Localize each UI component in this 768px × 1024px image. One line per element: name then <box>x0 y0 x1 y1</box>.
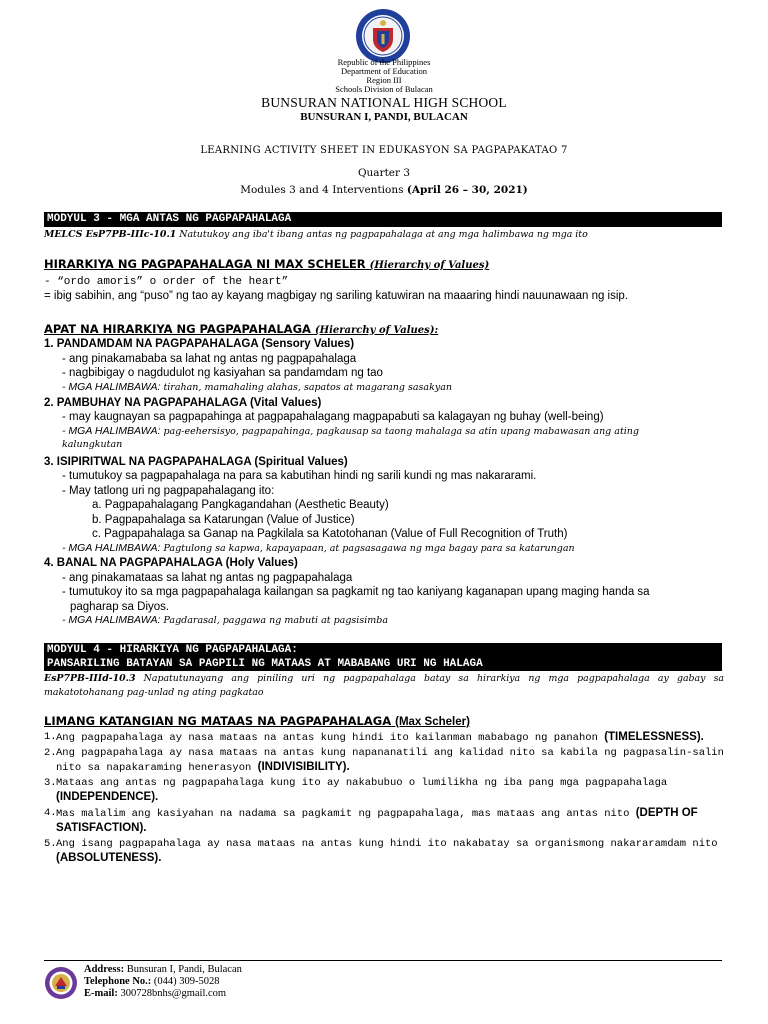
ibig-sabihin-line: = ibig sabihin, ang “puso” ng tao ay kayang magbigay ng sariling katuwiran na maaaring hindi nauunawaan ng isip. <box>44 290 629 302</box>
modyul3-melcs <box>44 228 724 242</box>
level-3-subitem-c: c. Pagpapahalaga sa Ganap na Pagkilala sa Katotohanan (Value of Full Recognition of Truth) <box>92 528 568 540</box>
trait-num: 1. <box>44 731 57 743</box>
level-2-examples: - MGA HALIMBAWA: pag-eehersisyo, pagpapahinga, pagkausap sa taong mahalaga sa atin upang mabawasan ang ating kalungkutan <box>62 425 640 450</box>
scheler-heading-italic: (Hierarchy of Values) <box>369 260 490 271</box>
modules-dates: (April 26 – 30, 2021) <box>406 184 528 196</box>
trait-item-1 <box>44 730 724 745</box>
footer-email-value[interactable]: 300728bnhs@gmail.com <box>120 988 227 999</box>
level-1-bullet-2: - nagbibigay o nagdudulot ng kasiyahan sa pandamdam ng tao <box>62 367 383 379</box>
footer-address-label: Address: <box>84 964 125 975</box>
limang-heading <box>44 714 470 728</box>
trait-item-4 <box>44 806 724 836</box>
sheet-title: LEARNING ACTIVITY SHEET IN EDUKASYON SA PAGPAPAKATAO 7 <box>200 145 568 156</box>
level-4-examples: - MGA HALIMBAWA: Pagdarasal, paggawa ng mabuti at pagsisimba <box>62 614 388 626</box>
trait-num: 4. <box>44 807 57 819</box>
level-2-title: 2. PAMBUHAY NA PAGPAPAHALAGA (Vital Values) <box>44 397 322 409</box>
trait-text: Ang isang pagpapahalaga ay nasa mataas na antas kung hindi ito nakabatay sa organismong nakararamdam nito <box>56 838 718 850</box>
level-2-examples-text: pag-eehersisyo, pagpapahinga, pagkausap sa taong mahalaga sa atin upang mabawasan ang ating kalungkutan <box>62 426 640 450</box>
footer-address <box>84 964 242 976</box>
level-1-examples: - MGA HALIMBAWA: tirahan, mamahaling alahas, sapatos at magarang sasakyan <box>62 381 452 393</box>
modyul4-bar <box>44 643 722 671</box>
trait-num: 5. <box>44 838 57 850</box>
school-logo-icon <box>44 966 78 1000</box>
trait-num: 3. <box>44 777 57 789</box>
modyul4-melcs <box>44 672 724 700</box>
level-4-bullet-2: - tumutukoy ito sa mga pagpapahalaga kailangan sa pagkamit ng tao kaniyang kaganapan upang maging handa sa <box>62 586 650 598</box>
traits-list <box>44 730 724 867</box>
division-line: Schools Division of Bulacan <box>335 84 433 94</box>
trait-item-5 <box>44 837 724 866</box>
trait-tag: (DEPTH OF SATISFACTION). <box>56 807 698 834</box>
footer-phone-label: Telephone No.: <box>84 976 152 987</box>
school-name: BUNSURAN NATIONAL HIGH SCHOOL <box>261 95 507 110</box>
level-4-bullet-1: - ang pinakamataas sa lahat ng antas ng pagpapahalaga <box>62 572 353 584</box>
footer-address-value: Bunsuran I, Pandi, Bulacan <box>126 964 242 975</box>
region-line: Region III <box>366 75 402 85</box>
trait-tag: (INDIVISIBILITY). <box>257 761 350 773</box>
trait-tag: (INDEPENDENCE). <box>56 791 159 803</box>
quarter-label: Quarter 3 <box>357 167 411 179</box>
modyul3-melcs-code: MELCS EsP7PB-IIIc-10.1 <box>44 229 177 240</box>
examples-label: MGA HALIMBAWA: <box>68 425 161 437</box>
footer-phone <box>84 976 220 988</box>
apat-heading-text: APAT NA HIRARKIYA NG PAGPAPAHALAGA <box>44 322 311 336</box>
ordo-amoris-line: - “ordo amoris” o order of the heart” <box>44 276 289 288</box>
trait-text: Ang pagpapahalaga ay nasa mataas na antas kung hindi ito kailanman mababago ng panahon <box>56 732 598 744</box>
footer-phone-value: (044) 309-5028 <box>153 976 220 987</box>
school-address: BUNSURAN I, PANDI, BULACAN <box>300 111 468 123</box>
level-3-subitem-b: b. Pagpapahalaga sa Katarungan (Value of Justice) <box>92 514 355 526</box>
footer-divider <box>44 960 722 961</box>
scheler-heading <box>44 257 489 271</box>
trait-item-2 <box>44 746 724 775</box>
examples-label: MGA HALIMBAWA: <box>68 614 161 626</box>
modyul3-bar: MODYUL 3 - MGA ANTAS NG PAGPAPAHALAGA <box>44 212 722 227</box>
level-2-bullet-1: - may kaugnayan sa pagpapahinga at pagpapahalagang magpapabuti sa kalagayan ng buhay (well-being) <box>62 411 604 423</box>
trait-tag: (ABSOLUTENESS). <box>56 852 162 864</box>
level-3-bullet-2: - May tatlong uri ng pagpapahalagang ito: <box>62 485 275 497</box>
level-3-examples: - MGA HALIMBAWA: Pagtulong sa kapwa, kapayapaan, at pagsasagawa ng mga bagay para sa katarungan <box>62 542 575 554</box>
trait-text: Mataas ang antas ng pagpapahalaga kung ito ay nakabubuo o lumilikha ng iba pang mga pagpapahalaga <box>56 777 668 789</box>
modyul3-melcs-text: Natutukoy ang iba't ibang antas ng pagpapahalaga at ang mga halimbawa ng mga ito <box>179 229 588 240</box>
trait-item-3 <box>44 776 724 805</box>
modyul4-melcs-code: EsP7PB-IIId-10.3 <box>44 673 136 684</box>
level-1-examples-text: tirahan, mamahaling alahas, sapatos at magarang sasakyan <box>163 382 452 393</box>
apat-heading-italic: (Hierarchy of Values): <box>314 325 439 336</box>
level-3-examples-text: Pagtulong sa kapwa, kapayapaan, at pagsasagawa ng mga bagay para sa katarungan <box>163 543 575 554</box>
modyul4-bar-line1: MODYUL 4 - HIRARKIYA NG PAGPAPAHALAGA: <box>47 644 298 656</box>
scheler-heading-text: HIRARKIYA NG PAGPAPAHALAGA NI MAX SCHELER <box>44 257 366 271</box>
level-1-bullet-1: - ang pinakamababa sa lahat ng antas ng pagpapahalaga <box>62 353 357 365</box>
apat-heading <box>44 322 438 336</box>
deped-seal-icon <box>355 8 411 64</box>
limang-heading-paren: (Max Scheler) <box>395 716 470 728</box>
modyul4-melcs-text: Napatutunayang ang piniling uri ng pagpapahalaga batay sa hirarkiya ng mga pagpapahalaga ay gabay sa makatotohanang pag-unlad ng ating pagkatao <box>44 673 724 698</box>
modules-label: Modules 3 and 4 Interventions <box>240 184 404 196</box>
trait-text: Ang pagpapahalaga ay nasa mataas na antas kung napananatili ang kalidad nito sa kabila ng pagpasalin-salin nito sa napakaraming henerasyon <box>56 747 724 774</box>
examples-label: MGA HALIMBAWA: <box>68 542 161 554</box>
limang-heading-text: LIMANG KATANGIAN NG MATAAS NA PAGPAPAHALAGA <box>44 714 392 728</box>
modules-line <box>0 184 768 196</box>
level-4-examples-text: Pagdarasal, paggawa ng mabuti at pagsisimba <box>163 615 388 626</box>
footer-email <box>84 988 226 1000</box>
trait-tag: (TIMELESSNESS). <box>604 731 704 743</box>
examples-label: MGA HALIMBAWA: <box>68 381 161 393</box>
republic-line: Republic of the Philippines <box>337 57 431 67</box>
department-line: Department of Education <box>341 66 427 76</box>
level-3-subitem-a: a. Pagpapahalagang Pangkagandahan (Aesthetic Beauty) <box>92 499 389 511</box>
trait-text: Mas malalim ang kasiyahan na nadama sa pagkamit ng pagpapahalaga, mas mataas ang antas nito <box>56 808 630 820</box>
level-4-bullet-2-cont: pagharap sa Diyos. <box>70 601 170 613</box>
level-1-title: 1. PANDAMDAM NA PAGPAPAHALAGA (Sensory Values) <box>44 338 355 350</box>
level-3-title: 3. ISIPIRITWAL NA PAGPAPAHALAGA (Spiritual Values) <box>44 456 348 468</box>
modyul4-bar-line2: PANSARILING BATAYAN SA PAGPILI NG MATAAS AT MABABANG URI NG HALAGA <box>47 658 483 670</box>
footer-email-label: E-mail: <box>84 988 118 999</box>
level-3-bullet-1: - tumutukoy sa pagpapahalaga na para sa kabutihan hindi ng sarili kundi ng mas nakararami. <box>62 470 537 482</box>
level-4-title: 4. BANAL NA PAGPAPAHALAGA (Holy Values) <box>44 557 298 569</box>
trait-num: 2. <box>44 747 57 759</box>
